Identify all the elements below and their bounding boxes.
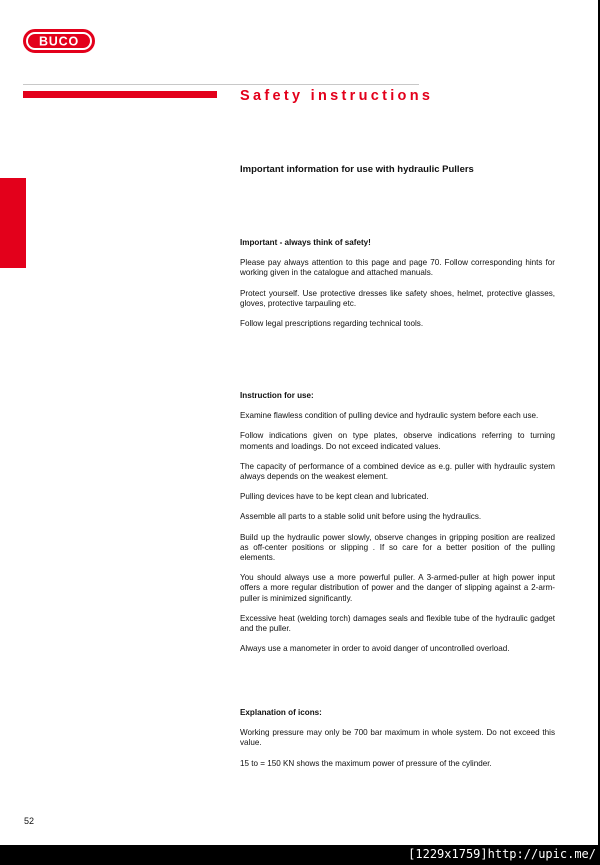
icons-heading: Explanation of icons:: [240, 708, 322, 717]
instruction-paragraph: Follow indications given on type plates, observe indications referring to turning moments and loadings. Do not exceed indicated values.: [240, 431, 555, 451]
icons-explanation-section: [240, 708, 555, 769]
instruction-paragraph: The capacity of performance of a combined device as e.g. puller with hydraulic system always depends on the weakest element.: [240, 461, 555, 482]
instruction-paragraph: Pulling devices have to be kept clean and lubricated.: [240, 492, 429, 502]
instruction-paragraph: Excessive heat (welding torch) damages seals and flexible tube of the hydraulic gadget and the puller.: [240, 613, 555, 634]
safety-paragraph: Protect yourself. Use protective dresses like safety shoes, helmet, protective glasses, gloves, protective tarpauling etc.: [240, 288, 555, 308]
icons-paragraph: Working pressure may only be 700 bar maximum in whole system. Do not exceed this value.: [240, 728, 555, 748]
header-red-bar: [23, 91, 217, 98]
instruction-heading: Instruction for use:: [240, 391, 314, 400]
buco-logo: [23, 29, 95, 53]
instruction-section: [240, 391, 555, 654]
header-rule: [23, 84, 419, 85]
safety-paragraph: Follow legal prescriptions regarding technical tools.: [240, 319, 424, 329]
chapter-tab: [0, 178, 26, 268]
safety-paragraph: Please pay always attention to this page and page 70. Follow corresponding hints for working given in the catalogue and attached manuals.: [240, 258, 555, 278]
safety-heading: Important - always think of safety!: [240, 238, 371, 247]
instruction-paragraph: Build up the hydraulic power slowly, observe changes in gripping position are realized as off-center positions or slipping . If so care for a better position of the pulling elements.: [240, 532, 555, 563]
svg-text:BUCO: BUCO: [38, 34, 80, 49]
instruction-paragraph: Always use a manometer in order to avoid danger of uncontrolled overload.: [240, 644, 510, 654]
instruction-paragraph: You should always use a more powerful puller. A 3-armed-puller at high power input offers a more regular distribution of power and the danger of slipping against a 2-arm-puller is minimized significantly.: [240, 573, 555, 603]
safety-section: [240, 238, 555, 329]
main-heading: Important information for use with hydraulic Pullers: [240, 164, 474, 175]
icons-paragraph: 15 to = 150 KN shows the maximum power of pressure of the cylinder.: [240, 758, 492, 768]
instruction-paragraph: Examine flawless condition of pulling device and hydraulic system before each use.: [240, 411, 539, 421]
section-title: Safety instructions: [240, 88, 434, 104]
page-number: 52: [24, 816, 35, 826]
instruction-paragraph: Assemble all parts to a stable solid unit before using the hydraulics.: [240, 512, 482, 522]
footer-watermark: [1229x1759]http://upic.me/: [408, 847, 596, 861]
